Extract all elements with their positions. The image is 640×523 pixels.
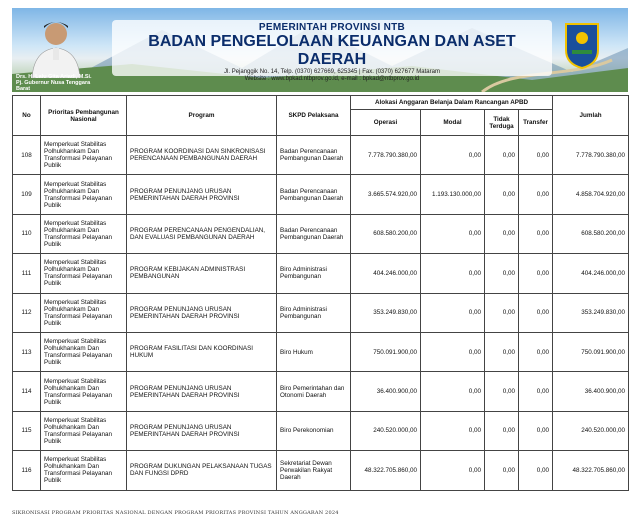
table-row <box>13 332 629 371</box>
cell-program: PROGRAM KOORDINASI DAN SINKRONISASI PERENCANAAN PEMBANGUNAN DAERAH <box>127 136 277 175</box>
cell-program: PROGRAM FASILITASI DAN KOORDINASI HUKUM <box>127 332 277 371</box>
cell-modal: 0,00 <box>421 214 485 253</box>
cell-prioritas: Memperkuat Stabilitas Polhukhankam Dan Transformasi Pelayanan Publik <box>41 214 127 253</box>
cell-transfer: 0,00 <box>519 254 553 293</box>
cell-jumlah: 608.580.200,00 <box>553 214 629 253</box>
official-portrait <box>26 14 86 78</box>
cell-tidak-terduga: 0,00 <box>485 332 519 371</box>
agency-title-block <box>112 20 552 82</box>
agency-name: BADAN PENGELOLAAN KEUANGAN DAN ASET DAERAH <box>148 33 516 68</box>
cell-operasi: 608.580.200,00 <box>351 214 421 253</box>
cell-modal: 0,00 <box>421 372 485 411</box>
table-row <box>13 293 629 332</box>
header-transfer: Transfer <box>519 110 553 136</box>
cell-no: 110 <box>13 214 41 253</box>
header-banner <box>12 8 628 92</box>
cell-tidak-terduga: 0,00 <box>485 214 519 253</box>
cell-transfer: 0,00 <box>519 175 553 214</box>
cell-program: PROGRAM PENUNJANG URUSAN PEMERINTAHAN DAERAH PROVINSI <box>127 293 277 332</box>
cell-modal: 0,00 <box>421 411 485 450</box>
cell-skpd: Sekretariat Dewan Perwakilan Rakyat Daerah <box>277 451 351 490</box>
cell-tidak-terduga: 0,00 <box>485 136 519 175</box>
agency-address: Jl. Pejanggik No. 14, Telp. (0370) 627669, 625345 | Fax. (0370) 627677 Mataram <box>224 69 440 75</box>
header-operasi: Operasi <box>351 110 421 136</box>
header-program: Program <box>127 96 277 136</box>
table-row <box>13 451 629 490</box>
cell-modal: 1.193.130.000,00 <box>421 175 485 214</box>
cell-skpd: Biro Pemerintahan dan Otonomi Daerah <box>277 372 351 411</box>
table-row <box>13 411 629 450</box>
table-row <box>13 254 629 293</box>
cell-prioritas: Memperkuat Stabilitas Polhukhankam Dan Transformasi Pelayanan Publik <box>41 136 127 175</box>
header-modal: Modal <box>421 110 485 136</box>
cell-jumlah: 750.091.900,00 <box>553 332 629 371</box>
cell-operasi: 36.400.900,00 <box>351 372 421 411</box>
header-no: No <box>13 96 41 136</box>
cell-jumlah: 36.400.900,00 <box>553 372 629 411</box>
cell-no: 111 <box>13 254 41 293</box>
cell-prioritas: Memperkuat Stabilitas Polhukhankam Dan Transformasi Pelayanan Publik <box>41 175 127 214</box>
header-jumlah: Jumlah <box>553 96 629 136</box>
table-row <box>13 372 629 411</box>
cell-modal: 0,00 <box>421 451 485 490</box>
table-row <box>13 136 629 175</box>
cell-jumlah: 4.858.704.920,00 <box>553 175 629 214</box>
cell-prioritas: Memperkuat Stabilitas Polhukhankam Dan Transformasi Pelayanan Publik <box>41 332 127 371</box>
cell-tidak-terduga: 0,00 <box>485 254 519 293</box>
cell-prioritas: Memperkuat Stabilitas Polhukhankam Dan Transformasi Pelayanan Publik <box>41 451 127 490</box>
table-row <box>13 175 629 214</box>
cell-tidak-terduga: 0,00 <box>485 175 519 214</box>
cell-no: 108 <box>13 136 41 175</box>
cell-program: PROGRAM PENUNJANG URUSAN PEMERINTAHAN DAERAH PROVINSI <box>127 411 277 450</box>
cell-no: 113 <box>13 332 41 371</box>
agency-contact: Website : www.bpkad.ntbprov.go.id, e-mail : bpkad@ntbprov.go.id <box>244 76 420 82</box>
cell-modal: 0,00 <box>421 332 485 371</box>
cell-skpd: Biro Hukum <box>277 332 351 371</box>
cell-transfer: 0,00 <box>519 372 553 411</box>
table-body <box>13 136 629 491</box>
cell-no: 109 <box>13 175 41 214</box>
cell-operasi: 404.246.000,00 <box>351 254 421 293</box>
cell-modal: 0,00 <box>421 293 485 332</box>
cell-skpd: Badan Perencanaan Pembangunan Daerah <box>277 175 351 214</box>
cell-no: 115 <box>13 411 41 450</box>
header-alokasi: Alokasi Anggaran Belanja Dalam Rancangan APBD <box>351 96 553 110</box>
header-skpd: SKPD Pelaksana <box>277 96 351 136</box>
cell-program: PROGRAM PENUNJANG URUSAN PEMERINTAHAN DAERAH PROVINSI <box>127 372 277 411</box>
cell-tidak-terduga: 0,00 <box>485 451 519 490</box>
ntb-emblem-icon <box>562 20 602 70</box>
cell-operasi: 353.249.830,00 <box>351 293 421 332</box>
cell-modal: 0,00 <box>421 136 485 175</box>
page-footer: SIKRONISASI PROGRAM PRIORITAS NASIONAL DENGAN PROGRAM PRIORITAS PROVINSI TAHUN ANGGARAN 2024 <box>12 510 339 516</box>
cell-jumlah: 48.322.705.860,00 <box>553 451 629 490</box>
cell-prioritas: Memperkuat Stabilitas Polhukhankam Dan Transformasi Pelayanan Publik <box>41 372 127 411</box>
official-name: Drs. H. Lalu Gita Ariadi, M.Si. <box>16 74 92 80</box>
cell-transfer: 0,00 <box>519 214 553 253</box>
cell-prioritas: Memperkuat Stabilitas Polhukhankam Dan Transformasi Pelayanan Publik <box>41 293 127 332</box>
table-row <box>13 214 629 253</box>
cell-operasi: 240.520.000,00 <box>351 411 421 450</box>
cell-no: 112 <box>13 293 41 332</box>
official-title: Pj. Gubernur Nusa Tenggara Barat <box>16 80 91 92</box>
cell-prioritas: Memperkuat Stabilitas Polhukhankam Dan Transformasi Pelayanan Publik <box>41 254 127 293</box>
cell-operasi: 7.778.790.380,00 <box>351 136 421 175</box>
cell-no: 116 <box>13 451 41 490</box>
cell-operasi: 48.322.705.860,00 <box>351 451 421 490</box>
budget-table <box>12 95 629 491</box>
government-name: PEMERINTAH PROVINSI NTB <box>258 22 406 33</box>
official-caption <box>16 74 102 92</box>
cell-tidak-terduga: 0,00 <box>485 372 519 411</box>
cell-skpd: Biro Administrasi Pembangunan <box>277 254 351 293</box>
cell-skpd: Biro Administrasi Pembangunan <box>277 293 351 332</box>
cell-skpd: Biro Perekonomian <box>277 411 351 450</box>
cell-transfer: 0,00 <box>519 136 553 175</box>
header-prioritas: Prioritas Pembangunan Nasional <box>41 96 127 136</box>
cell-transfer: 0,00 <box>519 332 553 371</box>
cell-operasi: 3.665.574.920,00 <box>351 175 421 214</box>
cell-tidak-terduga: 0,00 <box>485 411 519 450</box>
cell-transfer: 0,00 <box>519 411 553 450</box>
cell-operasi: 750.091.900,00 <box>351 332 421 371</box>
cell-skpd: Badan Perencanaan Pembangunan Daerah <box>277 136 351 175</box>
cell-program: PROGRAM KEBIJAKAN ADMINISTRASI PEMBANGUNAN <box>127 254 277 293</box>
cell-transfer: 0,00 <box>519 293 553 332</box>
cell-jumlah: 404.246.000,00 <box>553 254 629 293</box>
cell-transfer: 0,00 <box>519 451 553 490</box>
cell-jumlah: 353.249.830,00 <box>553 293 629 332</box>
cell-prioritas: Memperkuat Stabilitas Polhukhankam Dan Transformasi Pelayanan Publik <box>41 411 127 450</box>
cell-tidak-terduga: 0,00 <box>485 293 519 332</box>
cell-program: PROGRAM PERENCANAAN PENGENDALIAN, DAN EVALUASI PEMBANGUNAN DAERAH <box>127 214 277 253</box>
cell-program: PROGRAM PENUNJANG URUSAN PEMERINTAHAN DAERAH PROVINSI <box>127 175 277 214</box>
cell-jumlah: 7.778.790.380,00 <box>553 136 629 175</box>
cell-no: 114 <box>13 372 41 411</box>
cell-modal: 0,00 <box>421 254 485 293</box>
header-tidak-terduga: Tidak Terduga <box>485 110 519 136</box>
cell-program: PROGRAM DUKUNGAN PELAKSANAAN TUGAS DAN FUNGSI DPRD <box>127 451 277 490</box>
cell-skpd: Badan Perencanaan Pembangunan Daerah <box>277 214 351 253</box>
cell-jumlah: 240.520.000,00 <box>553 411 629 450</box>
